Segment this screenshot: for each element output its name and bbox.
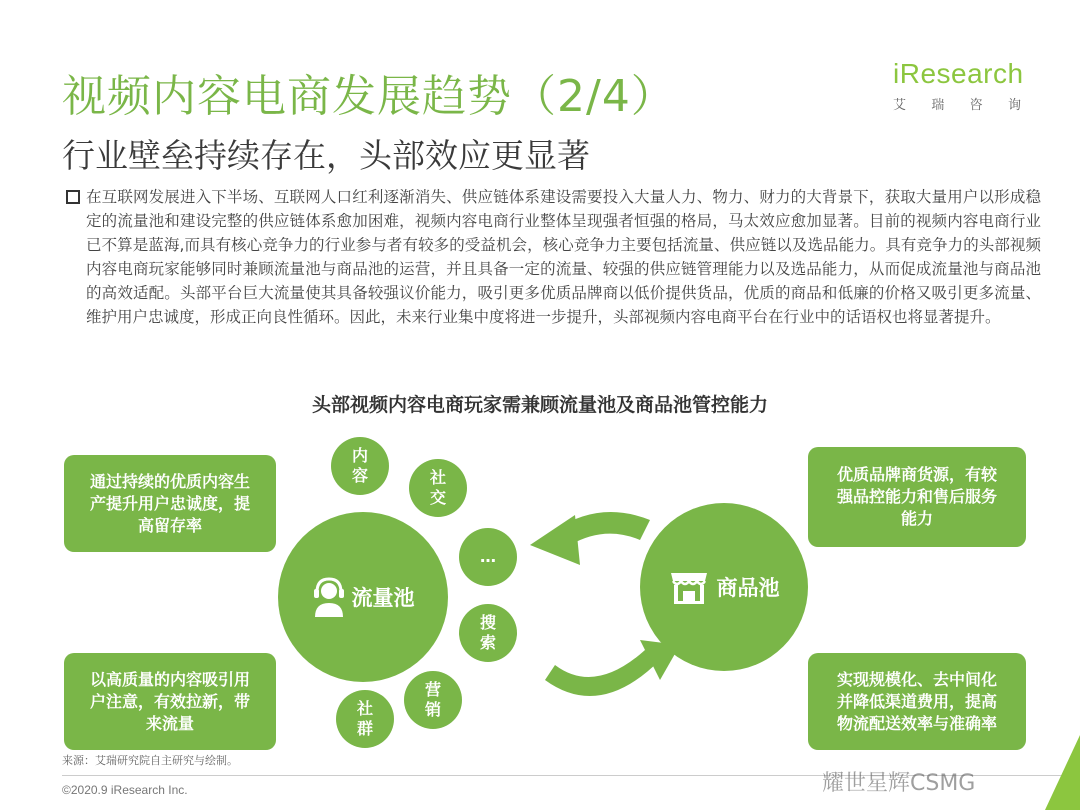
satellite-content bbox=[331, 437, 389, 495]
satellite-more bbox=[459, 528, 517, 586]
iresearch-logo bbox=[893, 58, 1033, 113]
satellite-community bbox=[336, 690, 394, 748]
box-line: 物流配送效率与准确率 bbox=[836, 713, 997, 733]
bullet-square-icon bbox=[66, 190, 80, 204]
box-line: 以高质量的内容吸引用 bbox=[89, 669, 250, 689]
watermark-text: 耀世星辉CSMG bbox=[822, 771, 976, 796]
satellite-search bbox=[459, 604, 517, 662]
box-line: 产提升用户忠诚度，提 bbox=[89, 493, 250, 513]
box-line: 能力 bbox=[900, 509, 933, 528]
box-line: 强品控能力和售后服务 bbox=[836, 487, 997, 506]
satellite-label: 营销 bbox=[424, 680, 441, 719]
satellite-social bbox=[409, 459, 467, 517]
corner-decoration bbox=[1045, 735, 1080, 810]
product-pool-label: 商品池 bbox=[716, 576, 780, 600]
diagram-title: 头部视频内容电商玩家需兼顾流量池及商品池管控能力 bbox=[311, 394, 768, 416]
logo-cn-char: 咨 bbox=[969, 98, 983, 113]
traffic-pool-circle bbox=[278, 512, 448, 682]
logo-cn-text bbox=[893, 94, 1021, 113]
satellite-label: 搜索 bbox=[479, 613, 496, 652]
satellite-marketing bbox=[404, 671, 462, 729]
satellite-label: 社交 bbox=[429, 468, 446, 507]
copyright-text: ©2020.9 iResearch Inc. bbox=[62, 783, 188, 797]
arrow-bottom-icon bbox=[545, 650, 660, 696]
supply-quality-box bbox=[808, 447, 1026, 547]
logo-cn-char: 瑞 bbox=[931, 98, 945, 113]
box-line: 实现规模化、去中间化 bbox=[836, 669, 997, 689]
traffic-pool-label: 流量池 bbox=[351, 586, 415, 610]
satellite-label: … bbox=[480, 547, 496, 566]
satellite-label: 社群 bbox=[356, 699, 373, 738]
box-line: 高留存率 bbox=[137, 515, 202, 535]
logo-wordmark: iResearch bbox=[893, 58, 1024, 89]
source-note: 来源：艾瑞研究院自主研究与绘制。 bbox=[62, 754, 238, 767]
product-pool-circle bbox=[640, 503, 808, 671]
logo-cn-char: 询 bbox=[1007, 98, 1021, 113]
acquisition-box bbox=[64, 653, 276, 750]
box-line: 通过持续的优质内容生 bbox=[89, 471, 250, 491]
customer-service-icon bbox=[312, 577, 346, 617]
scale-efficiency-box bbox=[808, 653, 1026, 750]
satellite-label: 内容 bbox=[351, 446, 368, 485]
page-subtitle: 行业壁垒持续存在，头部效应更显著 bbox=[62, 136, 590, 175]
box-line: 户注意，有效拉新，带 bbox=[89, 691, 250, 711]
page-title: 视频内容电商发展趋势（2/4） bbox=[62, 71, 676, 122]
logo-cn-char: 艾 bbox=[893, 98, 907, 113]
arrow-top-head bbox=[530, 515, 580, 565]
box-line: 来流量 bbox=[145, 713, 194, 733]
arrow-top-icon bbox=[555, 512, 650, 545]
body-paragraph: 在互联网发展进入下半场、互联网人口红利逐渐消失、供应链体系建设需要投入大量人力、物力、财力的大背景下，获取大量用户以形成稳定的流量池和建设完整的供应链体系愈加困难，视频内容电商行业整体呈现强者恒强的格局，马太效应愈加显著。目前的视频内容电商行业已不算是蓝海,而具有核心竞争力的行业参与者有较多的受益机会，核心竞争力主要包括流量、供应链以及选品能力。具有竞争力的头部视频内容电商玩家能够同时兼顾流量池与商品池的运营，并且具备一定的流量、较强的供应链管理能力以及选品能力，从而促成流量池与商品池的高效适配。头部平台巨大流量使其具备较强议价能力，吸引更多优质品牌商以低价提供货品，优质的商品和低廉的价格又吸引更多流量、维护用户忠诚度，形成正向良性循环。因此，未来行业集中度将进一步提升，头部视频内容电商平台在行业中的话语权也将显著提升。 bbox=[86, 188, 1041, 326]
box-line: 并降低渠道费用，提高 bbox=[836, 691, 997, 711]
box-line: 优质品牌商货源，有较 bbox=[836, 465, 997, 484]
store-icon bbox=[669, 569, 709, 605]
retention-box bbox=[64, 455, 276, 552]
